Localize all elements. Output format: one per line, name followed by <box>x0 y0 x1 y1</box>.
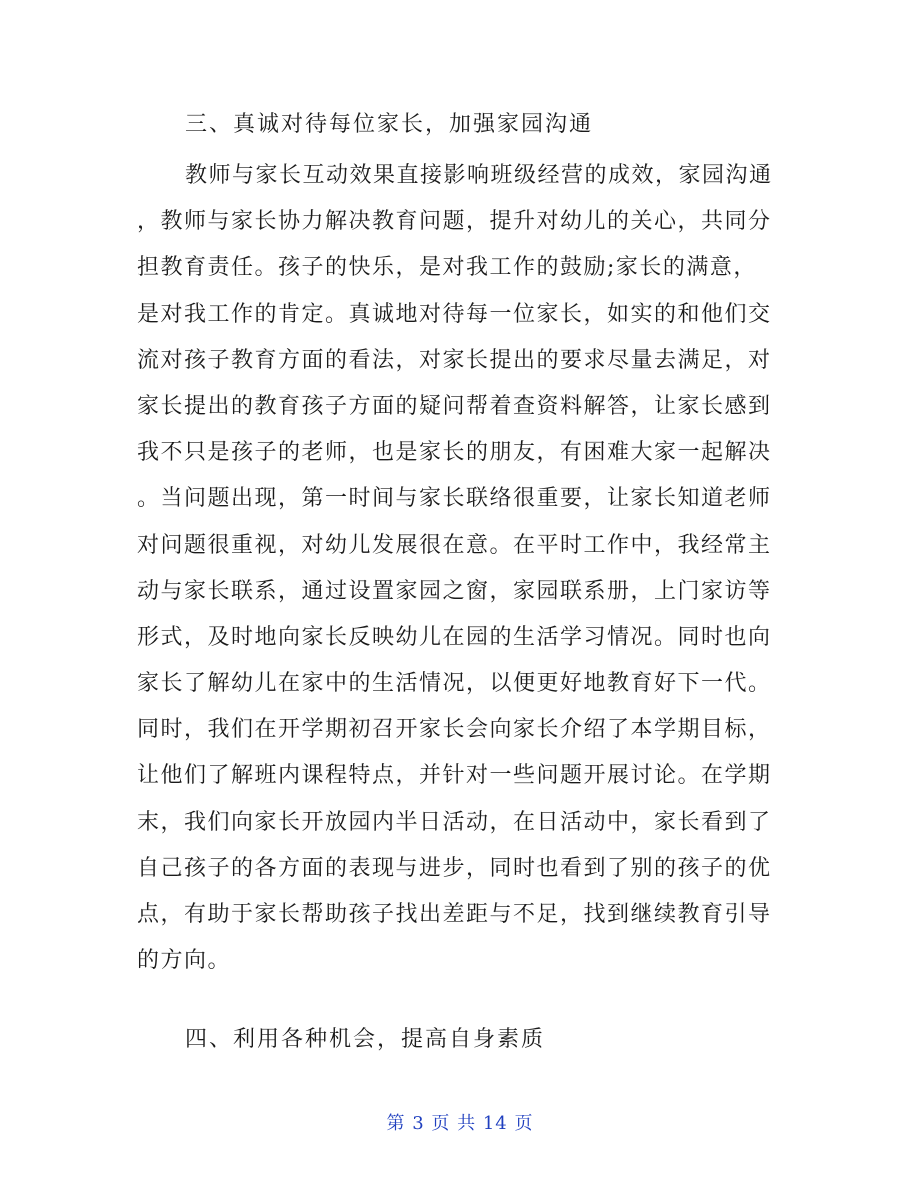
paragraph-line: 点，有助于家长帮助孩子找出差距与不足，找到继续教育引导 <box>137 902 772 927</box>
paragraph-line: 形式，及时地向家长反映幼儿在园的生活学习情况。同时也向 <box>137 624 772 650</box>
paragraph-line: 家长提出的教育孩子方面的疑问帮着查资料解答，让家长感到 <box>137 393 772 419</box>
paragraph-line: 教师与家长互动效果直接影响班级经营的成效，家园沟通 <box>185 163 773 188</box>
paragraph-line: 我不只是孩子的老师，也是家长的朋友，有困难大家一起解决 <box>137 440 772 466</box>
paragraph-line: 对问题很重视，对幼儿发展很在意。在平时工作中，我经常主 <box>137 532 772 558</box>
paragraph-line: ，教师与家长协力解决教育问题，提升对幼儿的关心，共同分 <box>137 209 772 235</box>
section-heading-3: 三、真诚对待每位家长，加强家园沟通 <box>185 112 594 137</box>
paragraph-line: 让他们了解班内课程特点，并针对一些问题开展讨论。在学期 <box>137 763 772 789</box>
paragraph-line: 流对孩子教育方面的看法，对家长提出的要求尽量去满足，对 <box>137 347 772 373</box>
page-number-footer: 第 3 页 共 14 页 <box>386 1113 534 1134</box>
paragraph-line: 动与家长联系，通过设置家园之窗，家园联系册，上门家访等 <box>137 578 772 604</box>
paragraph-line: 末，我们向家长开放园内半日活动，在日活动中，家长看到了 <box>137 809 772 835</box>
paragraph-line: 担教育责任。孩子的快乐，是对我工作的鼓励;家长的满意， <box>137 255 757 281</box>
paragraph-line: 自己孩子的各方面的表现与进步，同时也看到了别的孩子的优 <box>137 855 772 881</box>
paragraph-line: 的方向。 <box>137 948 232 974</box>
paragraph-line: 家长了解幼儿在家中的生活情况，以便更好地教育好下一代。 <box>137 671 772 697</box>
paragraph-line: 同时，我们在开学期初召开家长会向家长介绍了本学期目标， <box>137 717 772 743</box>
paragraph-line: 。当问题出现，第一时间与家长联络很重要，让家长知道老师 <box>137 486 772 512</box>
section-heading-4: 四、利用各种机会，提高自身素质 <box>185 1027 546 1052</box>
paragraph-line: 是对我工作的肯定。真诚地对待每一位家长，如实的和他们交 <box>137 301 772 327</box>
paragraph <box>137 153 797 984</box>
